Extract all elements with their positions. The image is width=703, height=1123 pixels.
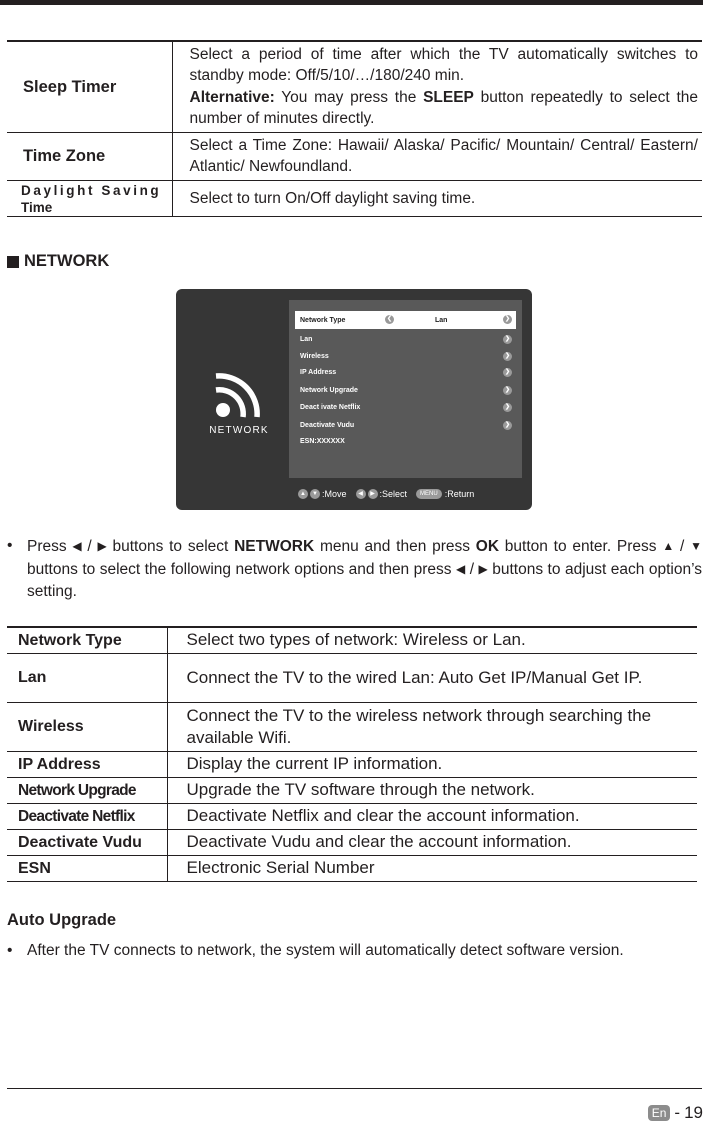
instructions-text: Press ◀ / ▶ buttons to select NETWORK menu and then press OK button to enter. Press ▲ / ▼ buttons to select the following network options and then press ◀ / ▶ buttons to adjust each option’s setting. <box>27 535 702 603</box>
hint-move: :Move <box>322 489 347 499</box>
bottom-rule <box>7 1088 702 1089</box>
language-badge: En <box>648 1105 671 1121</box>
menu-item-network-type[interactable] <box>295 311 516 329</box>
right-arrow-icon: ▶ <box>97 539 107 553</box>
auto-upgrade-text: After the TV connects to network, the system will automatically detect software version. <box>27 942 624 959</box>
chevron-right-icon: ❯ <box>504 387 511 393</box>
row-value: Select two types of network: Wireless or Lan. <box>167 627 697 654</box>
left-icon: ◀ <box>356 489 366 499</box>
bullet: • <box>7 537 13 554</box>
row-value <box>172 41 702 133</box>
chevron-right-icon: ❯ <box>504 404 511 410</box>
row-value: Connect the TV to the wired Lan: Auto Get IP/Manual Get IP. <box>167 654 697 703</box>
text-run: menu and then press <box>314 538 476 555</box>
network-options-table <box>7 626 697 882</box>
row-value: Connect the TV to the wireless network through searching the available Wifi. <box>167 703 697 752</box>
down-arrow-icon: ▼ <box>690 539 702 553</box>
settings-table <box>7 40 702 217</box>
menu-value: Lan <box>435 316 448 324</box>
hint-select: :Select <box>379 489 408 499</box>
sleep-timer-desc: Select a period of time after which the TV automatically switches to standby mode: Off/5/10/…/180/240 min. <box>189 46 698 84</box>
row-key: Deactivate Vudu <box>7 830 167 856</box>
text-run: OK <box>475 538 500 555</box>
text-run: NETWORK <box>234 538 315 555</box>
menu-key-icon: MENU <box>416 489 442 499</box>
chevron-right-icon[interactable]: ❯ <box>504 316 511 322</box>
table-row <box>7 41 702 133</box>
menu-item-deactivate-vudu[interactable] <box>295 417 516 433</box>
chevron-left-icon[interactable]: ❮ <box>386 316 393 322</box>
hint-return: :Return <box>444 489 475 499</box>
up-arrow-icon: ▲ <box>662 539 675 553</box>
sleep-key: SLEEP <box>423 89 474 106</box>
menu-item-wireless[interactable] <box>295 348 516 364</box>
row-key: Sleep Timer <box>7 41 172 133</box>
row-key: Network Upgrade <box>7 778 167 804</box>
right-arrow-icon: ▶ <box>478 562 488 576</box>
page-dash: - <box>674 1103 681 1122</box>
menu-item-deactivate-netflix[interactable] <box>295 399 516 415</box>
table-row <box>7 804 697 830</box>
table-row <box>7 703 697 752</box>
row-key: Wireless <box>7 703 167 752</box>
alt-post: button repeatedly to select the number of minutes directly. <box>189 89 698 127</box>
menu-label: ESN:XXXXXX <box>300 437 345 445</box>
menu-label: Lan <box>300 335 313 343</box>
section-title-text: NETWORK <box>24 252 110 270</box>
table-row <box>7 627 697 654</box>
network-label: NETWORK <box>209 425 269 436</box>
chevron-right-icon: ❯ <box>504 422 511 428</box>
row-key <box>7 181 172 217</box>
row-key: Network Type <box>7 627 167 654</box>
row-value: Upgrade the TV software through the network. <box>167 778 697 804</box>
menu-item-ip-address[interactable] <box>295 364 516 380</box>
row-key: Deactivate Netflix <box>7 804 167 830</box>
menu-label: IP Address <box>300 368 337 376</box>
top-rule <box>0 0 703 5</box>
section-title <box>7 252 109 271</box>
alt-label: Alternative: <box>189 89 275 106</box>
network-instructions <box>7 535 702 603</box>
row-value: Select to turn On/Off daylight saving time. <box>172 181 702 217</box>
row-value: Deactivate Netflix and clear the account information. <box>167 804 697 830</box>
down-icon: ▼ <box>310 489 320 499</box>
table-row <box>7 856 697 882</box>
chevron-right-icon: ❯ <box>504 336 511 342</box>
chevron-right-icon: ❯ <box>504 369 511 375</box>
menu-label: Network Upgrade <box>300 386 358 394</box>
key-line1: Daylight Saving <box>21 182 162 198</box>
page-footer <box>648 1103 703 1123</box>
sleep-timer-alt <box>190 87 699 129</box>
wifi-icon <box>212 363 272 423</box>
row-key: IP Address <box>7 752 167 778</box>
auto-upgrade-title: Auto Upgrade <box>7 911 117 929</box>
table-row <box>7 752 697 778</box>
menu-label: Network Type <box>300 316 346 324</box>
row-key: Time Zone <box>7 133 172 181</box>
chevron-right-icon: ❯ <box>504 353 511 359</box>
menu-label: Wireless <box>300 352 329 360</box>
menu-label: Deactivate Vudu <box>300 421 355 429</box>
text-run: buttons to adjust each option’s setting. <box>27 561 703 600</box>
menu-item-esn <box>295 433 516 449</box>
row-value: Display the current IP information. <box>167 752 697 778</box>
auto-upgrade-para <box>7 940 702 962</box>
up-icon: ▲ <box>298 489 308 499</box>
network-menu <box>289 300 522 478</box>
row-value: Select a Time Zone: Hawaii/ Alaska/ Pacific/ Mountain/ Central/ Eastern/ Atlantic/ Newfoundland. <box>172 133 702 181</box>
row-value: Deactivate Vudu and clear the account information. <box>167 830 697 856</box>
bullet: • <box>7 942 13 959</box>
square-bullet-icon <box>7 256 19 268</box>
alt-pre: You may press the <box>274 89 424 106</box>
text-run: Press <box>27 538 73 555</box>
right-icon: ▶ <box>368 489 378 499</box>
key-line2: Time <box>21 199 53 215</box>
menu-label: Deact ivate Netflix <box>300 403 361 411</box>
table-row <box>7 181 702 217</box>
tv-screen <box>176 289 532 510</box>
left-arrow-icon: ◀ <box>72 539 82 553</box>
table-row <box>7 778 697 804</box>
table-row <box>7 830 697 856</box>
text-run: buttons to select the following network options and then press <box>27 561 457 578</box>
row-key: ESN <box>7 856 167 882</box>
menu-item-network-upgrade[interactable] <box>295 382 516 398</box>
text-run: buttons to select <box>106 538 235 555</box>
text-run: button to enter. Press <box>499 538 663 555</box>
page-number: 19 <box>684 1103 703 1122</box>
menu-item-lan[interactable] <box>295 331 516 347</box>
hint-bar <box>298 487 518 501</box>
left-arrow-icon: ◀ <box>456 562 466 576</box>
table-row <box>7 654 697 703</box>
table-row <box>7 133 702 181</box>
row-key: Lan <box>7 654 167 703</box>
row-value: Electronic Serial Number <box>167 856 697 882</box>
